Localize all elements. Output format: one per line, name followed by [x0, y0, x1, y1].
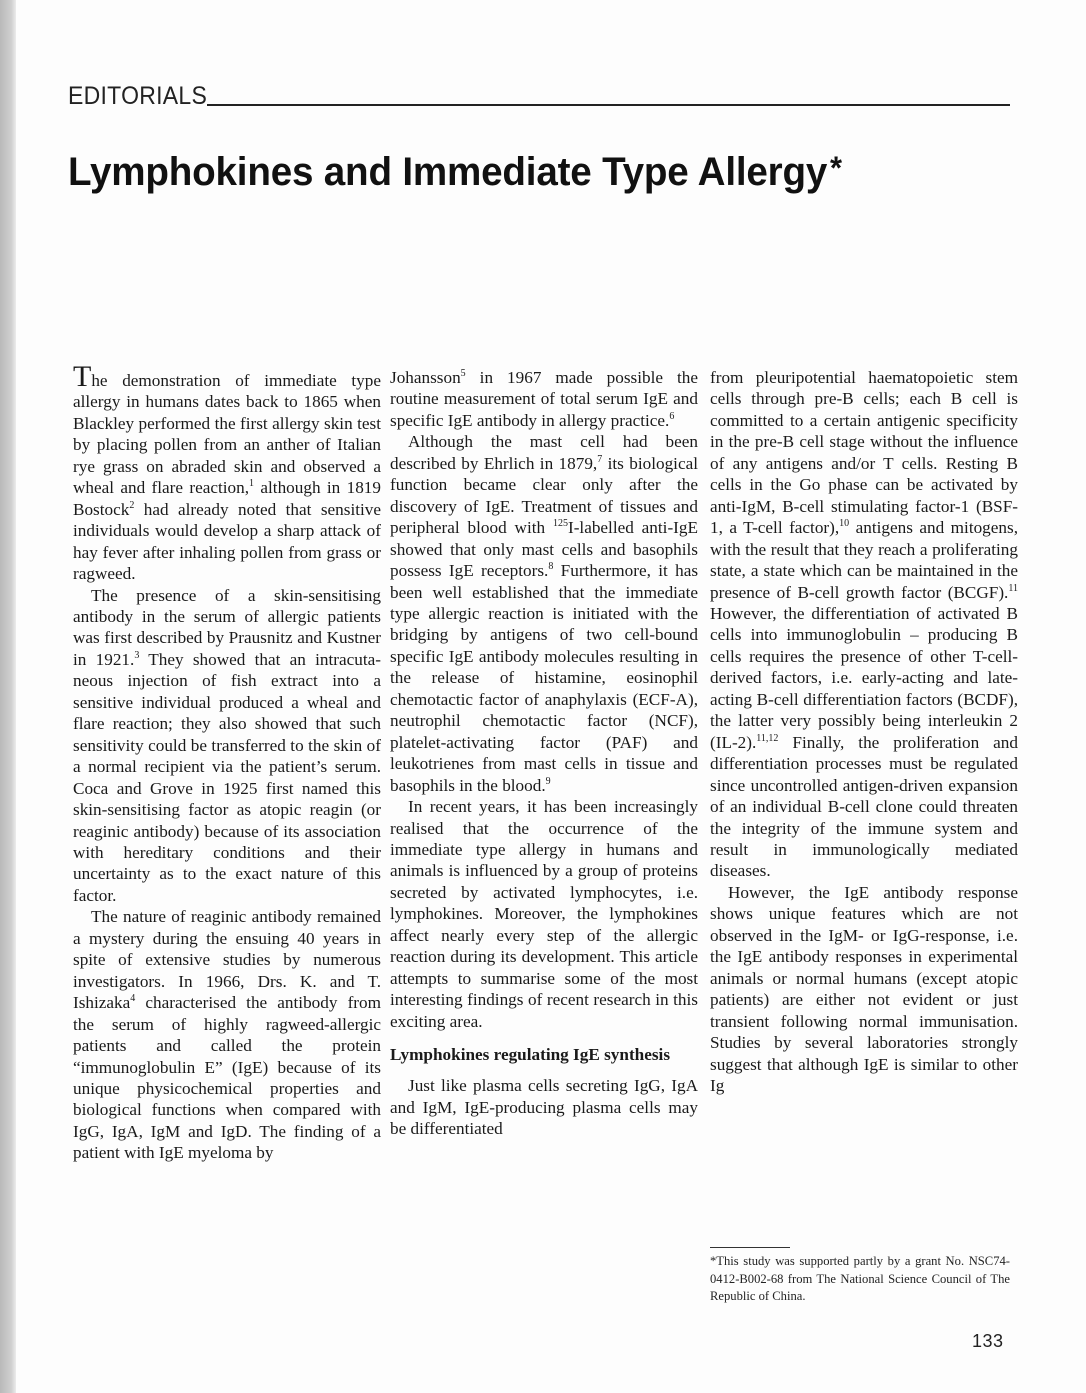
reference-marker: 11 — [1008, 582, 1018, 594]
paragraph-text: although in 1819 Bostock — [73, 478, 381, 519]
paragraph — [390, 367, 698, 431]
paragraph — [73, 906, 381, 1163]
page-binding-shadow — [0, 0, 16, 1393]
section-subheading: Lymphokines regulating IgE synthesis — [390, 1045, 671, 1065]
paragraph-text: They showed that an intracutaneous injection of fish extract into a sensitive individual produced a wheal and flare reaction; they also showed that such sensitivity could be transferred to the skin of a normal recipient via the patient’s serum. Coca and Grove in 1925 first named this skin-sensitising factor as atopic reagin (or reaginic antibody) because of its association with hereditary conditions and their uncertainty as to the exact nature of this factor. — [73, 649, 381, 905]
paragraph — [73, 585, 381, 907]
paragraph — [710, 367, 1018, 882]
article-title-text: Lymphokines and Immediate Type Allergy — [68, 150, 828, 194]
reference-marker: 2 — [129, 499, 135, 511]
paragraph-text: Although the mast cell had been described by Ehrlich in 1879, — [390, 432, 698, 473]
paragraph-text: characterised the antibody from the serum of highly ragweed-allergic patients and called the protein “immunoglobulin E” (IgE) because of its unique physicochemical properties and biological functions when compared with IgG, IgA, IgM and IgD. The finding of a patient with IgE myeloma by — [73, 993, 381, 1163]
paragraph-text: he demonstration of immediate type allergy in humans dates back to 1865 when Blackley performed the first allergy skin test by placing pollen from an anther of Italian rye grass on abraded skin and observed a wheal and flare reaction, — [73, 371, 381, 498]
section-rule — [207, 104, 1010, 106]
title-footnote-marker: * — [830, 150, 842, 186]
paragraph-text: its biological function became clear only after the discovery of IgE. Treatment of tissues and peripheral blood with — [390, 453, 698, 538]
text-column-3 — [710, 367, 1018, 1096]
paragraph-text: Finally, the proliferation and differentiation processes must be regulated since uncontrolled antigen-driven expansion of an individual B-cell clone could threaten the integrity of the immune system and result in immunologically mediated diseases. — [710, 732, 1018, 881]
reference-marker: 10 — [839, 518, 850, 530]
paragraph-text: The presence of a skin-sensitising antibody in the serum of allergic patients was first described by Prausnitz and Kustner in 1921. — [73, 585, 381, 669]
reference-marker: 5 — [460, 368, 466, 379]
reference-marker: 4 — [130, 993, 136, 1005]
footnote: *This study was supported partly by a grant No. NSC74-0412-B002-68 from The National Science Council of The Republic of China. — [710, 1254, 1010, 1303]
reference-marker: 6 — [669, 410, 675, 422]
paragraph-text: Johansson — [390, 368, 461, 387]
paragraph-text: had already noted that sensitive individuals would develop a sharp attack of hay fever after inhaling pollen from grass or ragweed. — [73, 499, 381, 584]
paragraph — [710, 882, 1018, 1097]
paragraph-text: from pleuripotential haematopoietic stem cells through pre-B cells; each B cell is committed to a certain antigenic specificity in the pre-B cell stage without the influence of any antigens and/or T cells. Resting B cells in the Go phase can be activated by anti-IgM, B-cell stimulating factor-1 (BSF-1, a T-cell factor), — [710, 368, 1018, 538]
paragraph-text: I-labelled anti-IgE showed that only mast cells and basophils possess IgE receptors. — [390, 518, 698, 581]
text-column-2 — [390, 367, 698, 1139]
paragraph-text: antigens and mitogens, with the result that they reach a proliferating state, a state which can be maintained in the presence of B-cell growth factor (BCGF). — [710, 518, 1018, 602]
paragraph — [390, 431, 698, 796]
paragraph-text: Just like plasma cells secreting IgG, IgA and IgM, IgE-producing plasma cells may be differentiated — [390, 1076, 698, 1138]
paragraph — [73, 360, 381, 585]
reference-marker: 8 — [548, 561, 554, 573]
reference-marker: 1 — [249, 478, 255, 490]
section-label: EDITORIALS — [68, 82, 208, 110]
paragraph — [390, 796, 698, 1032]
paragraph-text: In recent years, it has been increasingly realised that the occurrence of the immediate type allergy in humans and animals is influenced by a group of proteins secreted by activated lymphocytes, i.e. lymphokines. Moreover, the lymphokines affect nearly every step of the allergic reaction during its development. This article attempts to summarise some of the most interesting findings of recent research in this exciting area. — [390, 797, 698, 1031]
dropcap: T — [73, 360, 92, 393]
paragraph — [390, 1075, 698, 1139]
section-header — [68, 82, 1010, 110]
paragraph-text: The nature of reaginic antibody remained a mystery during the ensuing 40 years in spite of extensive studies by numerous investigators. In 1966, Drs. K. and T. Ishizaka — [73, 907, 381, 1013]
text-column-1 — [73, 360, 381, 1164]
article-title — [68, 150, 842, 195]
reference-marker: 7 — [597, 453, 603, 465]
paragraph-text: However, the differentiation of activated B cells into immunoglobulin – producing B cells requires the presence of other T-cell-derived factors, i.e. early-acting and late-acting B-cell differentiation factors (BCDF), the latter very possibly being interleukin 2 (IL-2). — [710, 603, 1018, 752]
reference-marker: 9 — [545, 775, 551, 787]
isotope-marker: 125 — [552, 518, 568, 530]
footnote-rule — [710, 1247, 790, 1248]
paragraph-text: in 1967 made possible the routine measurement of total serum IgE and specific IgE antibody in allergy practice. — [390, 368, 698, 430]
paragraph-text: However, the IgE antibody response shows unique features which are not observed in the IgM- or IgG-response, i.e. the IgE antibody responses in experimental animals or normal humans (except atopic patients) are either not evident or just transient following normal immunisation. Studies by several laboratories strongly suggest that although IgE is similar to other Ig — [710, 882, 1018, 1095]
reference-marker: 11,12 — [756, 732, 779, 744]
reference-marker: 3 — [134, 649, 140, 661]
page-number: 133 — [972, 1331, 1004, 1351]
paragraph-text: Furthermore, it has been well established that the immediate type allergic reaction is initiated with the bridging by antigens of two cell-bound specific IgE antibody molecules resulting in the release of histamine, eosinophil chemotactic factor of anaphylaxis (ECF-A), neutrophil chemotactic factor (NCF), platelet-activating factor (PAF) and leukotrienes from mast cells in tissue and basophils in the blood. — [390, 561, 699, 795]
